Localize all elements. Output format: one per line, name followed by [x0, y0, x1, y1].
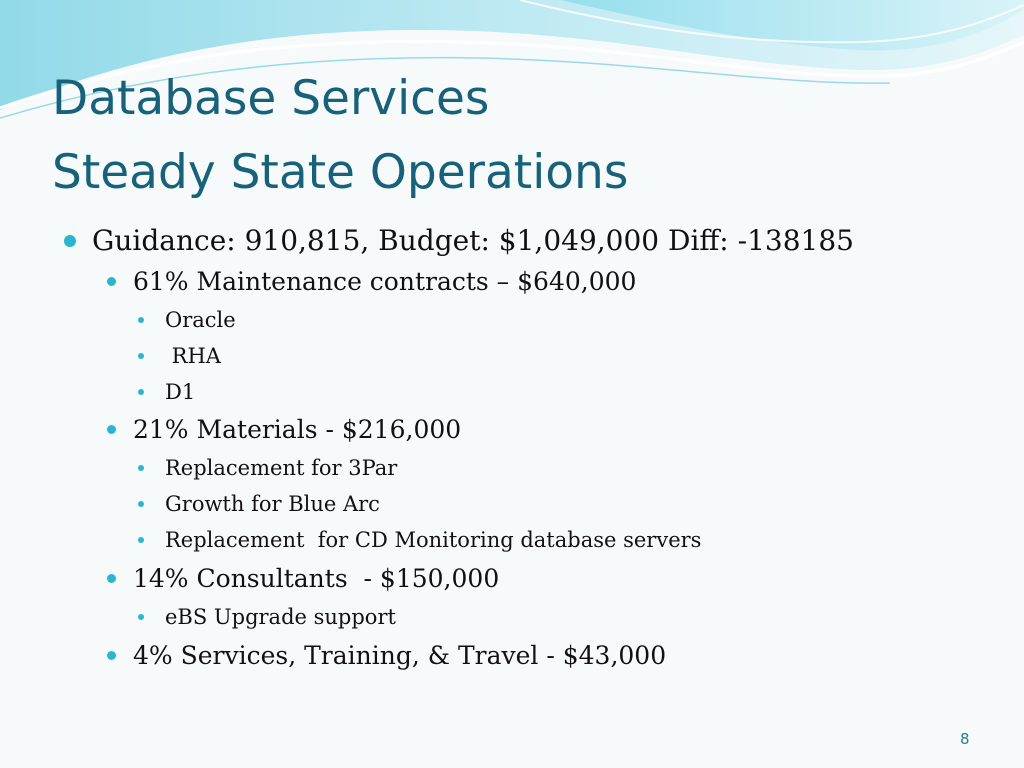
bullet-text: 4% Services, Training, & Travel - $43,000 [133, 641, 667, 670]
bullet-dot-icon [138, 353, 144, 359]
bullet-dot-icon [138, 317, 144, 323]
bullet-text: 61% Maintenance contracts – $640,000 [133, 267, 637, 296]
bullet-text: eBS Upgrade support [165, 605, 396, 629]
bullet-replacement-3par [165, 455, 397, 481]
bullet-text: Replacement for CD Monitoring database servers [165, 528, 702, 552]
bullet-ebs-upgrade [165, 604, 396, 630]
slide-title-line2: Steady State Operations [52, 145, 629, 200]
bullet-rha [165, 343, 221, 369]
bullet-dot-icon [138, 389, 144, 395]
bullet-maintenance [133, 267, 636, 297]
bullet-text: Guidance: 910,815, Budget: $1,049,000 Diff: -138185 [92, 224, 854, 257]
slide-title [52, 62, 628, 210]
bullet-materials [133, 415, 461, 445]
bullet-services [133, 641, 666, 671]
bullet-replacement-cd-monitoring [165, 527, 701, 553]
bullet-growth-blue-arc [165, 491, 380, 517]
bullet-dot-icon [107, 651, 116, 660]
page-number: 8 [960, 730, 970, 748]
bullet-dot-icon [107, 425, 116, 434]
bullet-dot-icon [138, 537, 144, 543]
bullet-dot-icon [138, 614, 144, 620]
bullet-text: Growth for Blue Arc [165, 492, 380, 516]
bullet-text: 21% Materials - $216,000 [133, 415, 462, 444]
bullet-text: Replacement for 3Par [165, 456, 398, 480]
bullet-d1 [165, 379, 195, 405]
bullet-dot-icon [64, 235, 76, 247]
bullet-text: Oracle [165, 308, 236, 332]
bullet-dot-icon [107, 574, 116, 583]
bullet-dot-icon [107, 277, 116, 286]
bullet-text: RHA [165, 344, 221, 368]
bullet-dot-icon [138, 501, 144, 507]
slide-title-line1: Database Services [52, 71, 490, 126]
bullet-text: 14% Consultants - $150,000 [133, 564, 500, 593]
bullet-oracle [165, 307, 236, 333]
bullet-guidance [92, 224, 854, 258]
bullet-consultants [133, 564, 499, 594]
bullet-dot-icon [138, 465, 144, 471]
bullet-text: D1 [165, 380, 196, 404]
